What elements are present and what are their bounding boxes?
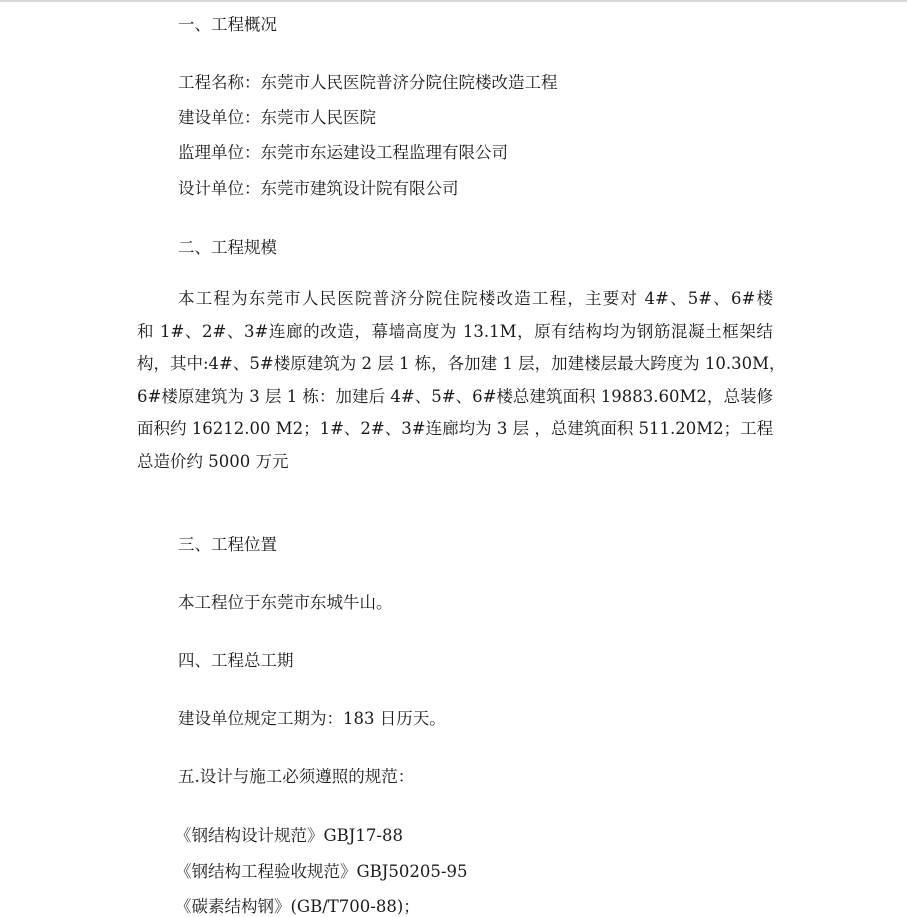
duration-text: 建设单位规定工期为：183 日历天。 (178, 709, 446, 728)
section-heading-scale: 二、工程规模 (178, 238, 277, 257)
section-heading-duration: 四、工程总工期 (178, 651, 294, 670)
location-text: 本工程位于东莞市东城牛山。 (178, 593, 393, 612)
section-heading-standards: 五.设计与施工必须遵照的规范： (178, 767, 415, 786)
field-label: 设计单位： (178, 179, 261, 198)
field-value: 东莞市建筑设计院有限公司 (260, 179, 459, 198)
scale-paragraph (137, 289, 786, 485)
field-value: 东莞市人民医院普济分院住院楼改造工程 (260, 73, 558, 92)
field-project-name (178, 73, 558, 93)
field-label: 工程名称： (178, 73, 261, 92)
field-designer (178, 179, 459, 199)
field-label: 监理单位： (178, 143, 261, 162)
paragraph-line: 和 1#、2#、3#连廊的改造，幕墙高度为 13.1M，原有结构均为钢筋混凝土框架结 (137, 321, 773, 341)
field-value: 东莞市人民医院 (260, 108, 376, 127)
section-heading-location: 三、工程位置 (178, 535, 277, 554)
section-heading-overview: 一、工程概况 (178, 15, 277, 34)
standard-item: 《碳素结构钢》(GB/T700-88)； (175, 897, 420, 916)
paragraph-line: 本工程为东莞市人民医院普济分院住院楼改造工程，主要对 4#、5#、6#楼 (178, 289, 773, 308)
field-label: 建设单位： (178, 108, 261, 127)
field-supervisor (178, 143, 508, 163)
paragraph-line: 6#楼原建筑为 3 层 1 栋：加建后 4#、5#、6#楼总建筑面积 19883.60M2，总装修 (137, 386, 773, 406)
paragraph-line: 构，其中:4#、5#楼原建筑为 2 层 1 栋，各加建 1 层，加建楼层最大跨度为 10.30M， (137, 354, 786, 374)
field-value: 东莞市东运建设工程监理有限公司 (260, 143, 508, 162)
field-owner (178, 108, 376, 128)
paragraph-line: 面积约 16212.00 M2；1#、2#、3#连廊均为 3 层 ，总建筑面积 511.20M2；工程 (137, 419, 774, 439)
standard-item: 《钢结构设计规范》GBJ17-88 (175, 826, 403, 845)
paragraph-line: 总造价约 5000 万元 (137, 451, 289, 471)
standard-item: 《钢结构工程验收规范》GBJ50205-95 (175, 862, 468, 881)
